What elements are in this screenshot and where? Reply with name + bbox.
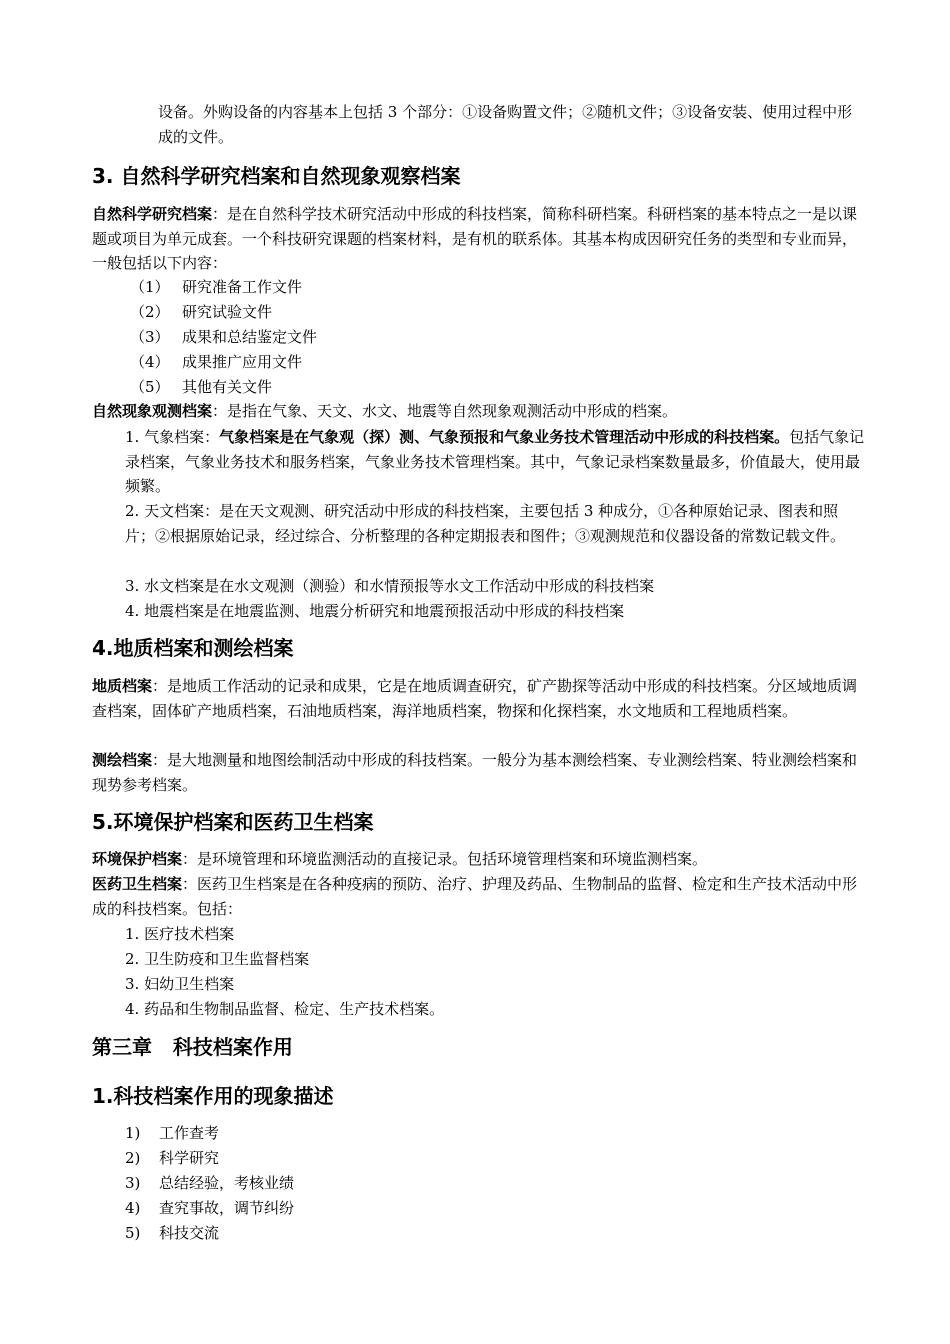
list-item: 3) 总结经验，考核业绩 [125, 1174, 295, 1192]
survey-archive-paragraph: 测绘档案：是大地测量和地图绘制活动中形成的科技档案。一般分为基本测绘档案、专业测绘档案、特业测绘档案和现势参考档案。 [92, 751, 858, 794]
research-archive-term: 自然科学研究档案 [92, 205, 213, 223]
chapter-3-heading: 第三章 科技档案作用 [92, 1035, 293, 1059]
list-item: 5) 科技交流 [125, 1224, 220, 1242]
list-item: 3. 妇幼卫生档案 [125, 975, 235, 993]
section-3-heading: 3. 自然科学研究档案和自然现象观察档案 [92, 164, 461, 188]
geology-archive-term: 地质档案 [92, 677, 153, 695]
section-5-heading: 5.环境保护档案和医药卫生档案 [92, 810, 374, 834]
chapter-3-subheading: 1.科技档案作用的现象描述 [92, 1084, 334, 1108]
weather-archive-paragraph: 1. 气象档案：气象档案是在气象观（探）测、气象预报和气象业务技术管理活动中形成的科技档案。包括气象记录档案，气象业务技术和服务档案，气象业务技术管理档案。其中，气象记录档案数量最多，价值最大，使用最频繁。 [125, 428, 865, 495]
research-archive-text: ：是在自然科学技术研究活动中形成的科技档案，简称科研档案。科研档案的基本特点之一是以课题或项目为单元成套。一个科技研究课题的档案材料，是有机的联系体。其基本构成因研究任务的类型和专业而异，一般包括以下内容： [92, 205, 858, 272]
astronomy-archive-paragraph: 2. 天文档案：是在天文观测、研究活动中形成的科技档案，主要包括 3 种成分，①各种原始记录、图表和照片；②根据原始记录，经过综合、分析整理的各种定期报表和图件；③观测规范和仪器设备的常数记载文件。 [125, 502, 846, 545]
geology-archive-paragraph: 地质档案：是地质工作活动的记录和成果，它是在地质调查研究，矿产勘探等活动中形成的科技档案。分区域地质调查档案，固体矿产地质档案，石油地质档案，海洋地质档案，物探和化探档案，水文地质和工程地质档案。 [92, 677, 858, 720]
list-item: （3） 成果和总结鉴定文件 [130, 328, 318, 346]
hydrology-archive-paragraph: 3. 水文档案是在水文观测（测验）和水情预报等水文工作活动中形成的科技档案 [125, 577, 655, 595]
section-4-heading: 4.地质档案和测绘档案 [92, 636, 294, 660]
observation-archive-paragraph: 自然现象观测档案：是指在气象、天文、水文、地震等自然现象观测活动中形成的档案。 [92, 402, 678, 420]
medical-archive-paragraph: 医药卫生档案：医药卫生档案是在各种疫病的预防、治疗、护理及药品、生物制品的监督、检定和生产技术活动中形成的科技档案。包括： [92, 875, 858, 918]
observation-archive-term: 自然现象观测档案 [92, 402, 213, 420]
list-item: 1. 医疗技术档案 [125, 925, 235, 943]
list-item: 4) 查究事故，调节纠纷 [125, 1199, 295, 1217]
research-archive-paragraph [92, 202, 860, 276]
list-item: 4. 药品和生物制品监督、检定、生产技术档案。 [125, 1000, 445, 1018]
environment-archive-term: 环境保护档案 [92, 850, 183, 868]
survey-archive-term: 测绘档案 [92, 751, 153, 769]
intro-paragraph: 设备。外购设备的内容基本上包括 3 个部分：①设备购置文件；②随机文件；③设备安装、使用过程中形成的文件。 [158, 103, 853, 146]
list-item: （4） 成果推广应用文件 [130, 353, 303, 371]
list-item: 1) 工作查考 [125, 1124, 220, 1142]
environment-archive-paragraph: 环境保护档案：是环境管理和环境监测活动的直接记录。包括环境管理档案和环境监测档案。 [92, 850, 708, 868]
list-item: 2) 科学研究 [125, 1149, 220, 1167]
earthquake-archive-paragraph: 4. 地震档案是在地震监测、地震分析研究和地震预报活动中形成的科技档案 [125, 602, 625, 620]
list-item: （5） 其他有关文件 [130, 378, 273, 396]
list-item: 2. 卫生防疫和卫生监督档案 [125, 950, 310, 968]
list-item: （2） 研究试验文件 [130, 303, 273, 321]
medical-archive-term: 医药卫生档案 [92, 875, 183, 893]
list-item: （1） 研究准备工作文件 [130, 278, 303, 296]
weather-archive-definition: 气象档案是在气象观（探）测、气象预报和气象业务技术管理活动中形成的科技档案。 [219, 428, 790, 446]
